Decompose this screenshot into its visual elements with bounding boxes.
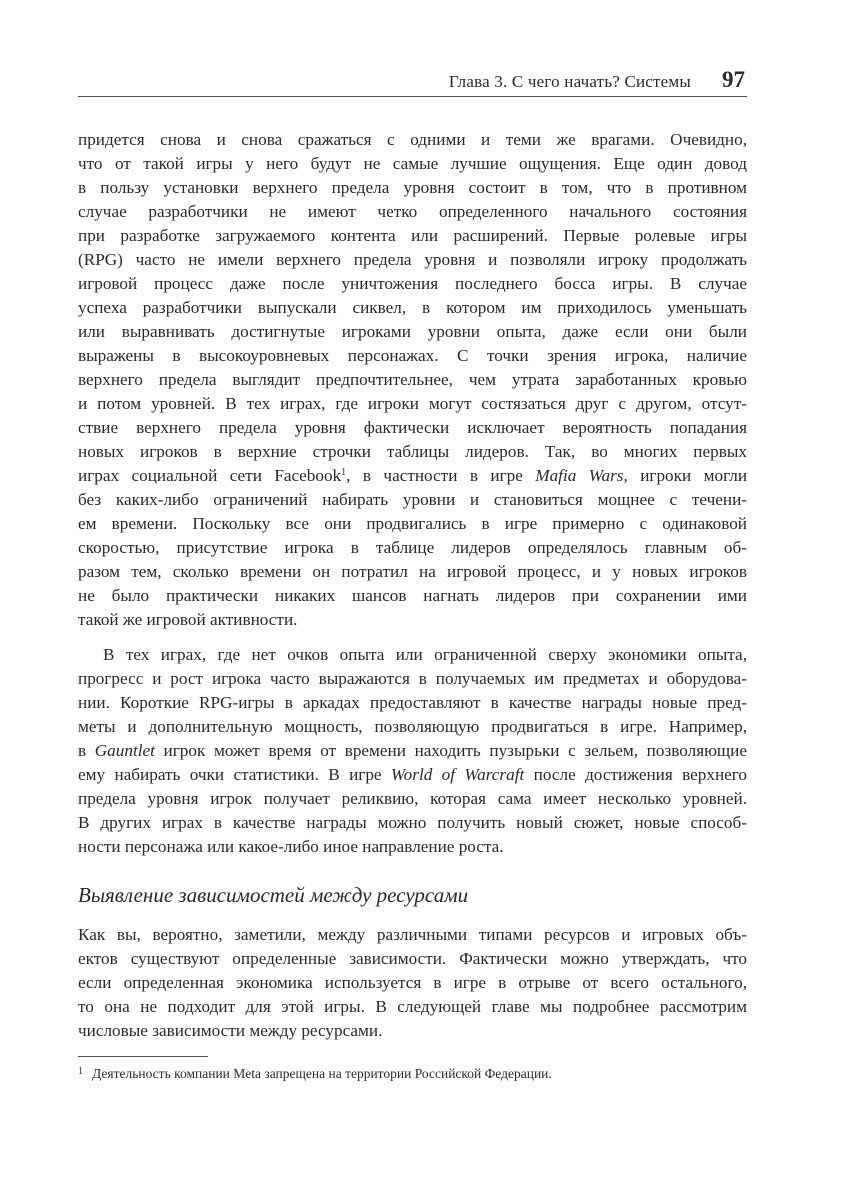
- text-line: без каких-либо ограничений набирать уровни и становиться мощнее с течени-: [78, 490, 747, 509]
- text-line: или выравнивать достигнутые игроками уровни опыта, даже если они были: [78, 322, 747, 341]
- paragraph-2: [78, 643, 747, 859]
- chapter-title: Глава 3. С чего начать? Системы: [448, 72, 691, 91]
- text-line: в пользу установки верхнего предела уровня состоит в том, что в противном: [78, 178, 747, 197]
- text-line: выражены в высокоуровневых персонажах. С точки зрения игрока, наличие: [78, 346, 747, 365]
- text-line: то она не подходит для этой игры. В следующей главе мы подробнее рассмотрим: [78, 997, 747, 1016]
- text-fragment: в: [78, 741, 95, 760]
- text-line: при разработке загружаемого контента или расширений. Первые ролевые игры: [78, 226, 747, 245]
- game-title-gauntlet: Gauntlet: [94, 741, 155, 760]
- footnote: [78, 1063, 552, 1083]
- text-line: что от такой игры у него будут не самые лучшие ощущения. Еще один довод: [78, 154, 747, 173]
- text-line: прогресс и рост игрока часто выражаются в получаемых им предметах и оборудова-: [78, 669, 747, 688]
- paragraph-1: [78, 128, 747, 632]
- text-line: ности персонажа или какое-либо иное направление роста.: [78, 837, 504, 856]
- text-line: числовые зависимости между ресурсами.: [78, 1021, 383, 1040]
- text-line: новых игроков в верхние строчки таблицы лидеров. Так, во многих первых: [78, 442, 747, 461]
- game-title-mafia-wars: Mafia Wars: [535, 466, 624, 485]
- text-line: успеха разработчики выпускали сиквел, в котором им приходилось уменьшать: [78, 298, 747, 317]
- section-subheading: Выявление зависимостей между ресурсами: [78, 883, 469, 907]
- paragraph-3: [78, 923, 747, 1043]
- text-fragment: ему набирать очки статистики. В игре: [78, 765, 382, 784]
- text-line: [78, 763, 747, 787]
- text-line: такой же игровой активности.: [78, 610, 298, 629]
- text-fragment: , в частности в игре: [346, 466, 536, 485]
- text-line: придется снова и снова сражаться с одними и теми же врагами. Очевидно,: [78, 130, 747, 149]
- text-line: В тех играх, где нет очков опыта или ограниченной сверху экономики опыта,: [103, 645, 747, 664]
- page-number: 97: [722, 67, 745, 92]
- text-line: предела уровня игрок получает реликвию, которая сама имеет несколько уровней.: [78, 789, 747, 808]
- text-line-with-footnote: [78, 464, 747, 488]
- text-line: нии. Короткие RPG-игры в аркадах предоставляют в качестве награды новые пред-: [78, 693, 747, 712]
- text-fragment: , игроки могли: [623, 466, 748, 485]
- footnote-text: Деятельность компании Meta запрещена на территории Российской Федерации.: [92, 1066, 552, 1081]
- footnote-reference: 1: [341, 467, 347, 478]
- footnote-divider: [78, 1056, 208, 1057]
- text-line: [78, 739, 747, 763]
- text-line: ектов существуют определенные зависимости. Фактически можно утверждать, что: [78, 949, 747, 968]
- text-line: меты и дополнительную мощность, позволяющую продвигаться в игре. Например,: [78, 717, 747, 736]
- text-line: случае разработчики не имеют четко определенного начального состояния: [78, 202, 747, 221]
- text-line: Как вы, вероятно, заметили, между различными типами ресурсов и игровых объ-: [78, 925, 747, 944]
- text-line: игровой процесс даже после уничтожения последнего босса игры. В случае: [78, 274, 747, 293]
- text-line: скоростью, присутствие игрока в таблице лидеров определялось главным об-: [78, 538, 747, 557]
- text-line: верхнего предела выглядит предпочтительнее, чем утрата заработанных кровью: [78, 370, 747, 389]
- text-line: если определенная экономика используется в игре в отрыве от всего остального,: [78, 973, 747, 992]
- footnote-number: 1: [78, 1066, 83, 1077]
- text-line: В других играх в качестве награды можно получить новый сюжет, новые способ-: [78, 813, 747, 832]
- text-line: не было практически никаких шансов нагнать лидеров при сохранении ими: [78, 586, 747, 605]
- text-line: разом тем, сколько времени он потратил на игровой процесс, и у новых игроков: [78, 562, 747, 581]
- game-title-world-of-warcraft: World of Warcraft: [390, 765, 525, 784]
- text-line: ем времени. Поскольку все они продвигались в игре примерно с одинаковой: [78, 514, 747, 533]
- text-fragment: играх социальной сети Facebook: [78, 466, 342, 485]
- text-fragment: игрок может время от времени находить пузырьки с зельем, позволяющие: [154, 741, 747, 760]
- running-header: [78, 58, 747, 97]
- text-fragment: после достижения верхнего: [533, 765, 747, 784]
- text-line: ствие верхнего предела уровня фактически исключает вероятность попадания: [78, 418, 747, 437]
- text-line: и потом уровней. В тех играх, где игроки могут состязаться друг с другом, отсут-: [78, 394, 747, 413]
- text-line: (RPG) часто не имели верхнего предела уровня и позволяли игроку продолжать: [78, 250, 747, 269]
